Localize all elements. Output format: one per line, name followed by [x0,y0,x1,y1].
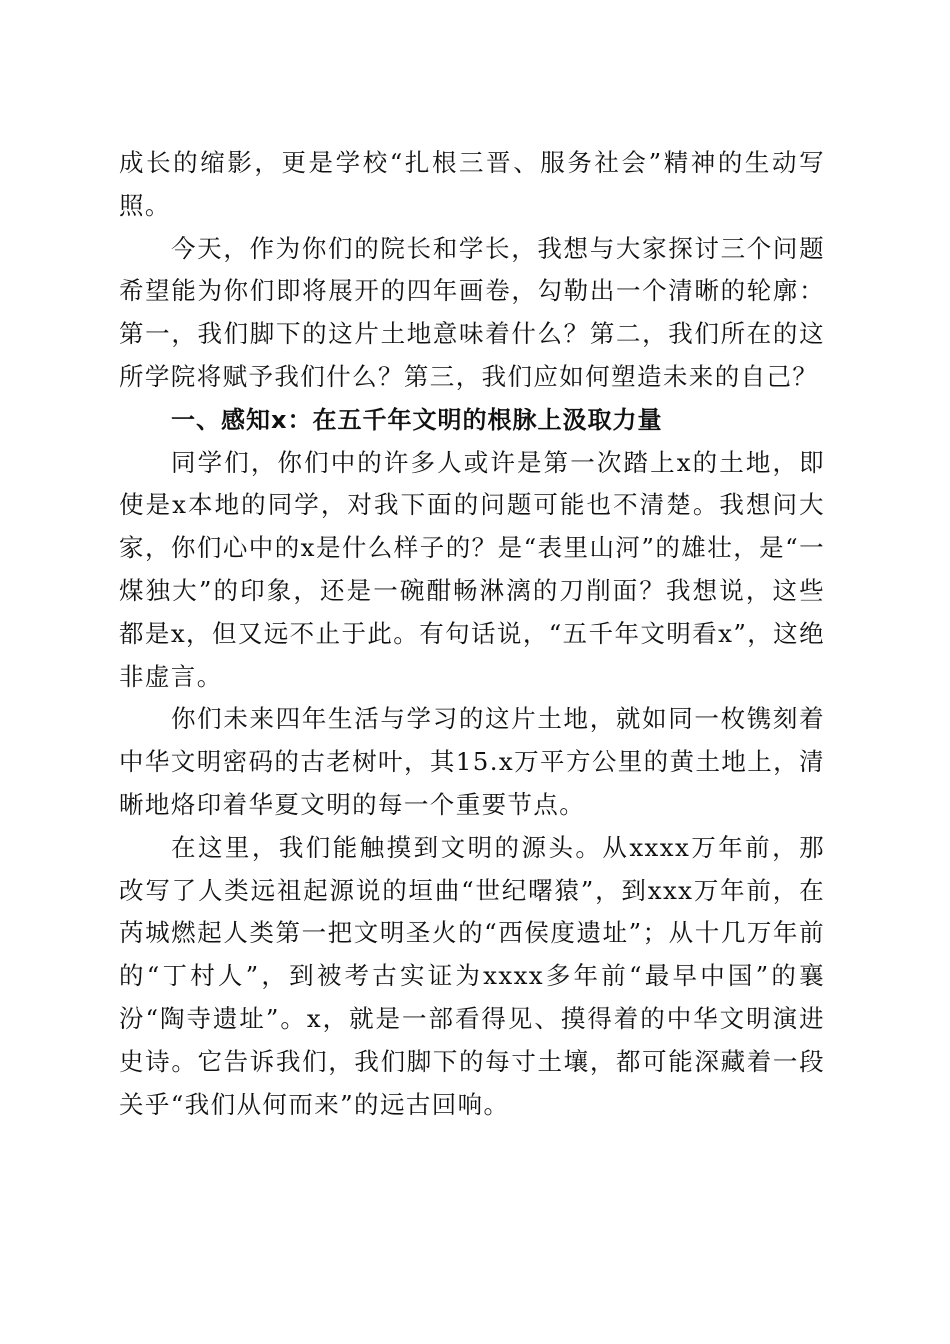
document-body [119,142,825,1126]
paragraph-students: 同学们，你们中的许多人或许是第一次踏上x的土地，即使是x本地的同学，对我下面的问题可能也不清楚。我想问大家，你们心中的x是什么样子的？是“表里山河”的雄壮，是“一煤独大”的印象，还是一碗酣畅淋漓的刀削面？我想说，这些都是x，但又远不止于此。有句话说，“五千年文明看x”，这绝非虚言。 [119,447,825,691]
paragraph-land: 你们未来四年生活与学习的这片土地，就如同一枚镌刻着中华文明密码的古老树叶，其15.x万平方公里的黄土地上，清晰地烙印着华夏文明的每一个重要节点。 [119,704,825,819]
section-heading-1: 一、感知x：在五千年文明的根脉上汲取力量 [171,405,663,434]
paragraph-continuation: 成长的缩影，更是学校“扎根三晋、服务社会”精神的生动写照。 [119,148,825,220]
paragraph-intro-questions: 今天，作为你们的院长和学长，我想与大家探讨三个问题希望能为你们即将展开的四年画卷，勾勒出一个清晰的轮廓：第一，我们脚下的这片土地意味着什么？第二，我们所在的这所学院将赋予我们什么？第三，我们应如何塑造未来的自己？ [119,233,825,391]
paragraph-civilization-origin: 在这里，我们能触摸到文明的源头。从xxxx万年前，那改写了人类远祖起源说的垣曲“世纪曙猿”，到xxx万年前，在芮城燃起人类第一把文明圣火的“西侯度遗址”；从十几万年前的“丁村人”，到被考古实证为xxxx多年前“最早中国”的襄汾“陶寺遗址”。x，就是一部看得见、摸得着的中华文明演进史诗。它告诉我们，我们脚下的每寸土壤，都可能深藏着一段关乎“我们从何而来”的远古回响。 [119,832,825,1119]
